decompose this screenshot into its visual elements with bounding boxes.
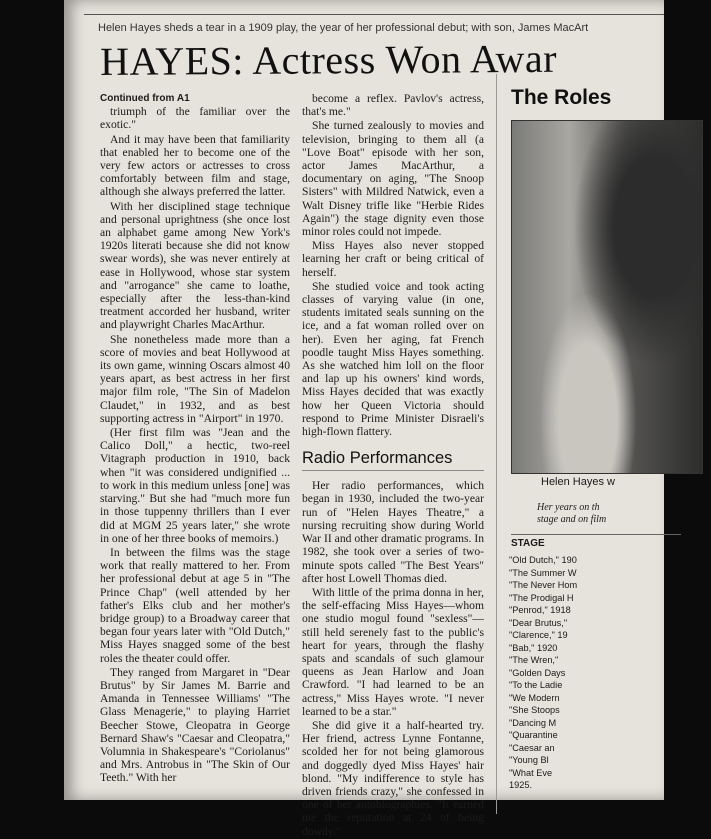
list-item: "Dear Brutus," [509, 617, 568, 628]
list-item: "The Never Hom [509, 580, 578, 590]
stage-label: STAGE [511, 534, 681, 549]
intro-line: Her years on th [537, 502, 600, 513]
paragraph: And it may have been that familiarity that enabled her to become one of the very few actors or actresses to cross comfortably between film and stage, although she always preferred the latter. [100, 132, 290, 199]
paragraph: She nonetheless made more than a score of movies and beat Hollywood at its own game, winning Oscars almost 40 years apart, as best actress in her first major film role, "The Sin of Madelon Claudet," in 1932, and as best supporting actress in "Airport" in 1970. [100, 332, 290, 425]
photo-caption-top: Helen Hayes sheds a tear in a 1909 play, the year of her professional debut; with son, James MacArt [98, 22, 589, 34]
photo-caption: Helen Hayes w [541, 476, 615, 488]
sidebar-intro [537, 502, 707, 526]
paragraph: triumph of the familiar over the exotic." [100, 105, 290, 132]
photo-image [511, 120, 703, 474]
list-item: "Caesar an [509, 742, 555, 753]
roles-sidebar [496, 74, 697, 814]
list-item: "What Eve [509, 767, 553, 778]
list-item: "We Modern [509, 692, 560, 703]
list-item: "The Prodigal H [509, 592, 574, 603]
list-item: "Old Dutch," 190 [509, 555, 577, 565]
list-item: "Dancing M [509, 717, 557, 728]
list-item: 1925. [509, 780, 532, 790]
paragraph: In between the films was the stage work that really mattered to her. From her professional debut at age 5 in "The Prince Chap" (well attended by her father's Elks club and her mother's bridge group) to a Broadway career that began four years later with "Old Dutch," Miss Hayes snagged some of the best roles the theater could offer. [100, 545, 290, 665]
paragraph: With little of the prima donna in her, the self-effacing Miss Hayes—whom one studio mogul found "sexless"—still held serenely fast to the public's heart for years, through the flashy spats and scandals of such glamour queens as Jean Harlow and Joan Crawford. "I had learned to be an actress," Miss Hayes wrote. "I never learned to be a star." [302, 585, 484, 718]
paragraph: Miss Hayes also never stopped learning her craft or being critical of herself. [302, 239, 484, 279]
list-item: "Golden Days [509, 667, 566, 678]
list-item: "She Stoops [509, 705, 560, 715]
continued-label: Continued from A1 [100, 93, 190, 104]
paragraph: (Her first film was "Jean and the Calico Doll," a hectic, two-reel Vitagraph production in 1910, back when "it was considered undignified ... to work in this medium unless [one] was starving." But she had "much more fun in those tuppenny thrillers than I ever did at MGM 25 years later," she wrote in one of her three books of memoirs.) [100, 426, 290, 545]
list-item: "Clarence," 19 [509, 630, 568, 640]
paragraph: They ranged from Margaret in "Dear Brutus" by Sir James M. Barrie and Amanda in Tennessee Williams' "The Glass Menagerie," to playing Harriet Beecher Stowe, Cleopatra in George Bernard Shaw's "Caesar and Cleopatra," Volumnia in Shakespeare's "Coriolanus" and Mrs. Antrobus in "The Skin of Our Teeth." With her [100, 665, 290, 785]
list-item: "Penrod," 1918 [509, 605, 571, 615]
subhead-radio-performances: Radio Performances [302, 448, 484, 471]
list-item: "Young Bl [509, 755, 549, 765]
headline: HAYES: Actress Won Awar [100, 35, 558, 84]
list-item: "Quarantine [509, 730, 558, 740]
intro-line: stage and on film [537, 514, 607, 525]
paragraph: With her disciplined stage technique and personal uprightness (she once lost an alphabet game among New York's 1920s literati because she did not know swear words), she was never entirely at ease in Hollywood, whose star system and "arrogance" she came to loathe, especially after the less-than-kind treatment accorded her husband, writer and playwright Charles MacArthur. [100, 199, 290, 332]
newspaper-page [64, 0, 664, 838]
photo-strip-edge [84, 0, 664, 15]
list-item: "The Wren," [509, 655, 559, 665]
paragraph: She did give it a half-hearted try. Her friend, actress Lynne Fontanne, scolded her for not being glamorous and doggedly dyed Miss Hayes' hair blond. "My indifference to style has driven friends crazy," she confessed in one of her autobiographies. "It earned me the reputation at 24 of being dowdy." [302, 718, 484, 838]
article-column-1 [100, 92, 290, 786]
paragraph: become a reflex. Pavlov's actress, that's me." [302, 92, 484, 119]
list-item: "To the Ladie [509, 680, 563, 690]
paragraph: She turned zealously to movies and television, bringing to them all (a "Love Boat" episode with her son, actor James MacArthur, a documentary on aging, "The Snoop Sisters" with Mildred Natwick, even a Walt Disney trifle like "Herbie Rides Again") the stage dignity even those minor roles could not impede. [302, 119, 484, 239]
article-column-2 [302, 92, 484, 839]
paragraph: Her radio performances, which began in 1930, included the two-year run of "Helen Hayes Theatre," a nursing recruiting show during World War II and other dramatic programs. In 1982, she took over a series of two-minute spots called "The Best Years" after host Lowell Thomas died. [302, 479, 484, 585]
list-item: "Bab," 1920 [509, 642, 558, 653]
sidebar-title: The Roles [511, 86, 612, 109]
paragraph: She studied voice and took acting classes of varying value (in one, students imitated seals sunning on the ice, and a fat woman rolled over on her). Even her aging, fat French poodle taught Miss Hayes something. As she watched him loll on the floor and lap up his owners' kind words, Miss Hayes decided that was exactly how her Queen Victoria should respond to Prime Minister Disraeli's high-flown flattery. [302, 279, 484, 439]
list-item: "The Summer W [509, 567, 577, 578]
stage-role-list [509, 554, 699, 792]
